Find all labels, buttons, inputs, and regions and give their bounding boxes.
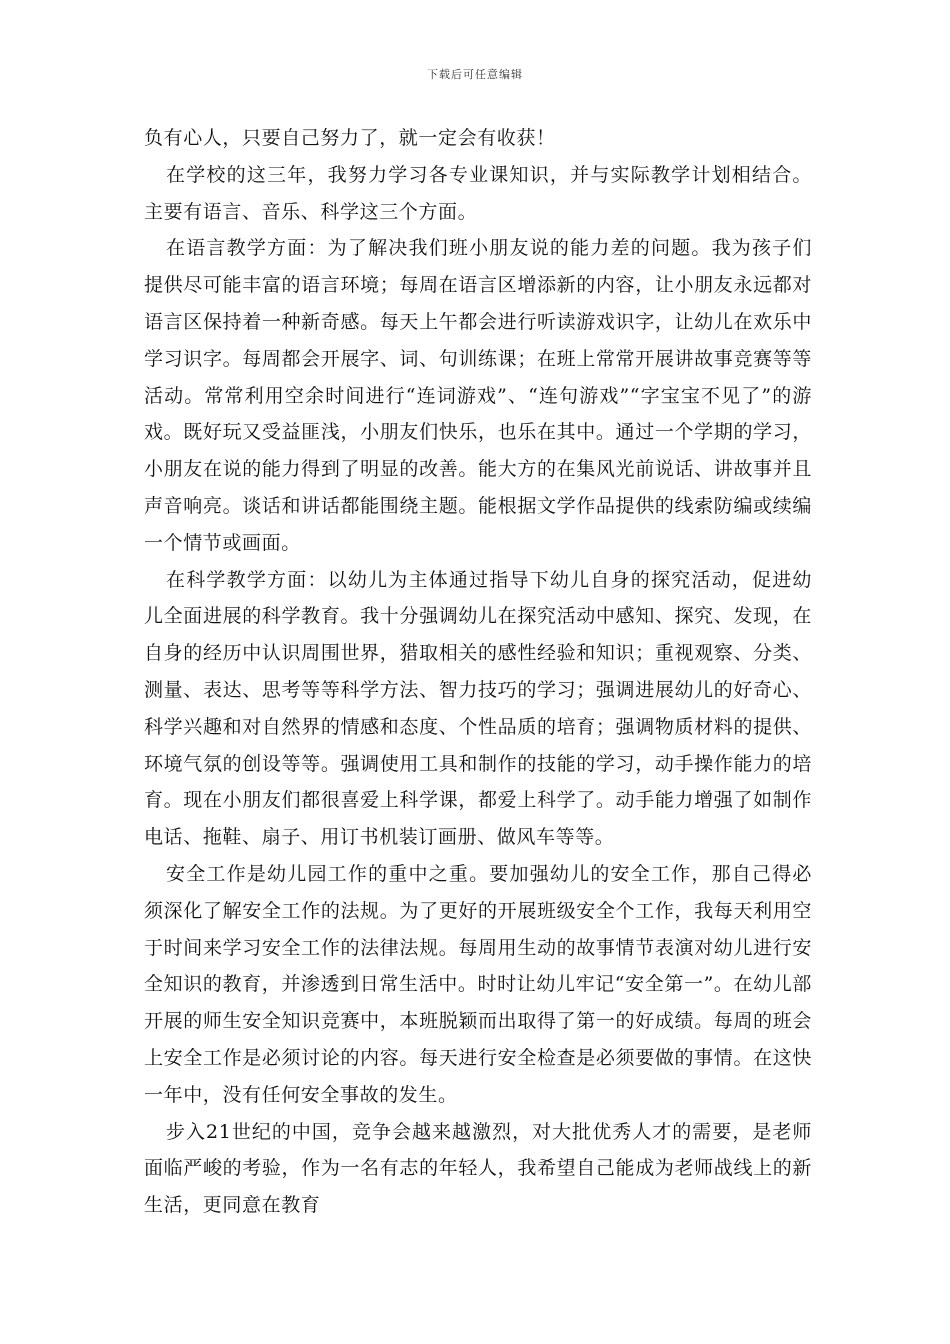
paragraph-continuation: 负有心人，只要自己努力了，就一定会有收获！ <box>144 127 556 149</box>
paragraph-study-overview: 在学校的这三年，我努力学习各专业课知识，并与实际教学计划相结合。主要有语言、音乐、科学这三个方面。 <box>144 163 812 223</box>
paragraph-future-outlook: 步入21世纪的中国，竞争会越来越激烈，对大批优秀人才的需要，是老师面临严峻的考验，作为一名有志的年轻人，我希望自己能成为老师战线上的新生活，更同意在教育 <box>144 1120 812 1217</box>
paragraph-language-teaching: 在语言教学方面：为了解决我们班小朋友说的能力差的问题。我为孩子们提供尽可能丰富的语言环境；每周在语言区增添新的内容，让小朋友永远都对语言区保持着一种新奇感。每天上午都会进行听读游戏识字，让幼儿在欢乐中学习识字。每周都会开展字、词、句训练课；在班上常常开展讲故事竞赛等等活动。常常利用空余时间进行“连词游戏”、“连句游戏”“字宝宝不见了”的游戏。既好玩又受益匪浅，小朋友们快乐，也乐在其中。通过一个学期的学习，小朋友在说的能力得到了明显的改善。能大方的在集风光前说话、讲故事并且声音响亮。谈话和讲话都能围绕主题。能根据文学作品提供的线索防编或续编一个情节或画面。 <box>144 237 812 554</box>
paragraph-safety-work: 安全工作是幼儿园工作的重中之重。要加强幼儿的安全工作，那自己得必须深化了解安全工作的法规。为了更好的开展班级安全个工作，我每天利用空于时间来学习安全工作的法律法规。每周用生动的故事情节表演对幼儿进行安全知识的教育，并渗透到日常生活中。时时让幼儿牢记“安全第一”。在幼儿部开展的师生安全知识竞赛中，本班脱颖而出取得了第一的好成绩。每周的班会上安全工作是必须讨论的内容。每天进行安全检查是必须要做的事情。在这快一年中，没有任何安全事故的发生。 <box>144 862 812 1106</box>
page-header: 下载后可任意编辑 <box>427 68 523 81</box>
document-body <box>144 120 812 1224</box>
paragraph-science-teaching: 在科学教学方面：以幼儿为主体通过指导下幼儿自身的探究活动，促进幼儿全面进展的科学教育。我十分强调幼儿在探究活动中感知、探究、发现，在自身的经历中认识周围世界，猎取相关的感性经验和知识；重视观察、分类、测量、表达、思考等等科学方法、智力技巧的学习；强调进展幼儿的好奇心、科学兴趣和对自然界的情感和态度、个性品质的培育；强调物质材料的提供、环境气氛的创设等等。强调使用工具和制作的技能的学习，动手操作能力的培育。现在小朋友们都很喜爱上科学课，都爱上科学了。动手能力增强了如制作电话、拖鞋、扇子、用订书机装订画册、做风车等等。 <box>144 568 812 849</box>
